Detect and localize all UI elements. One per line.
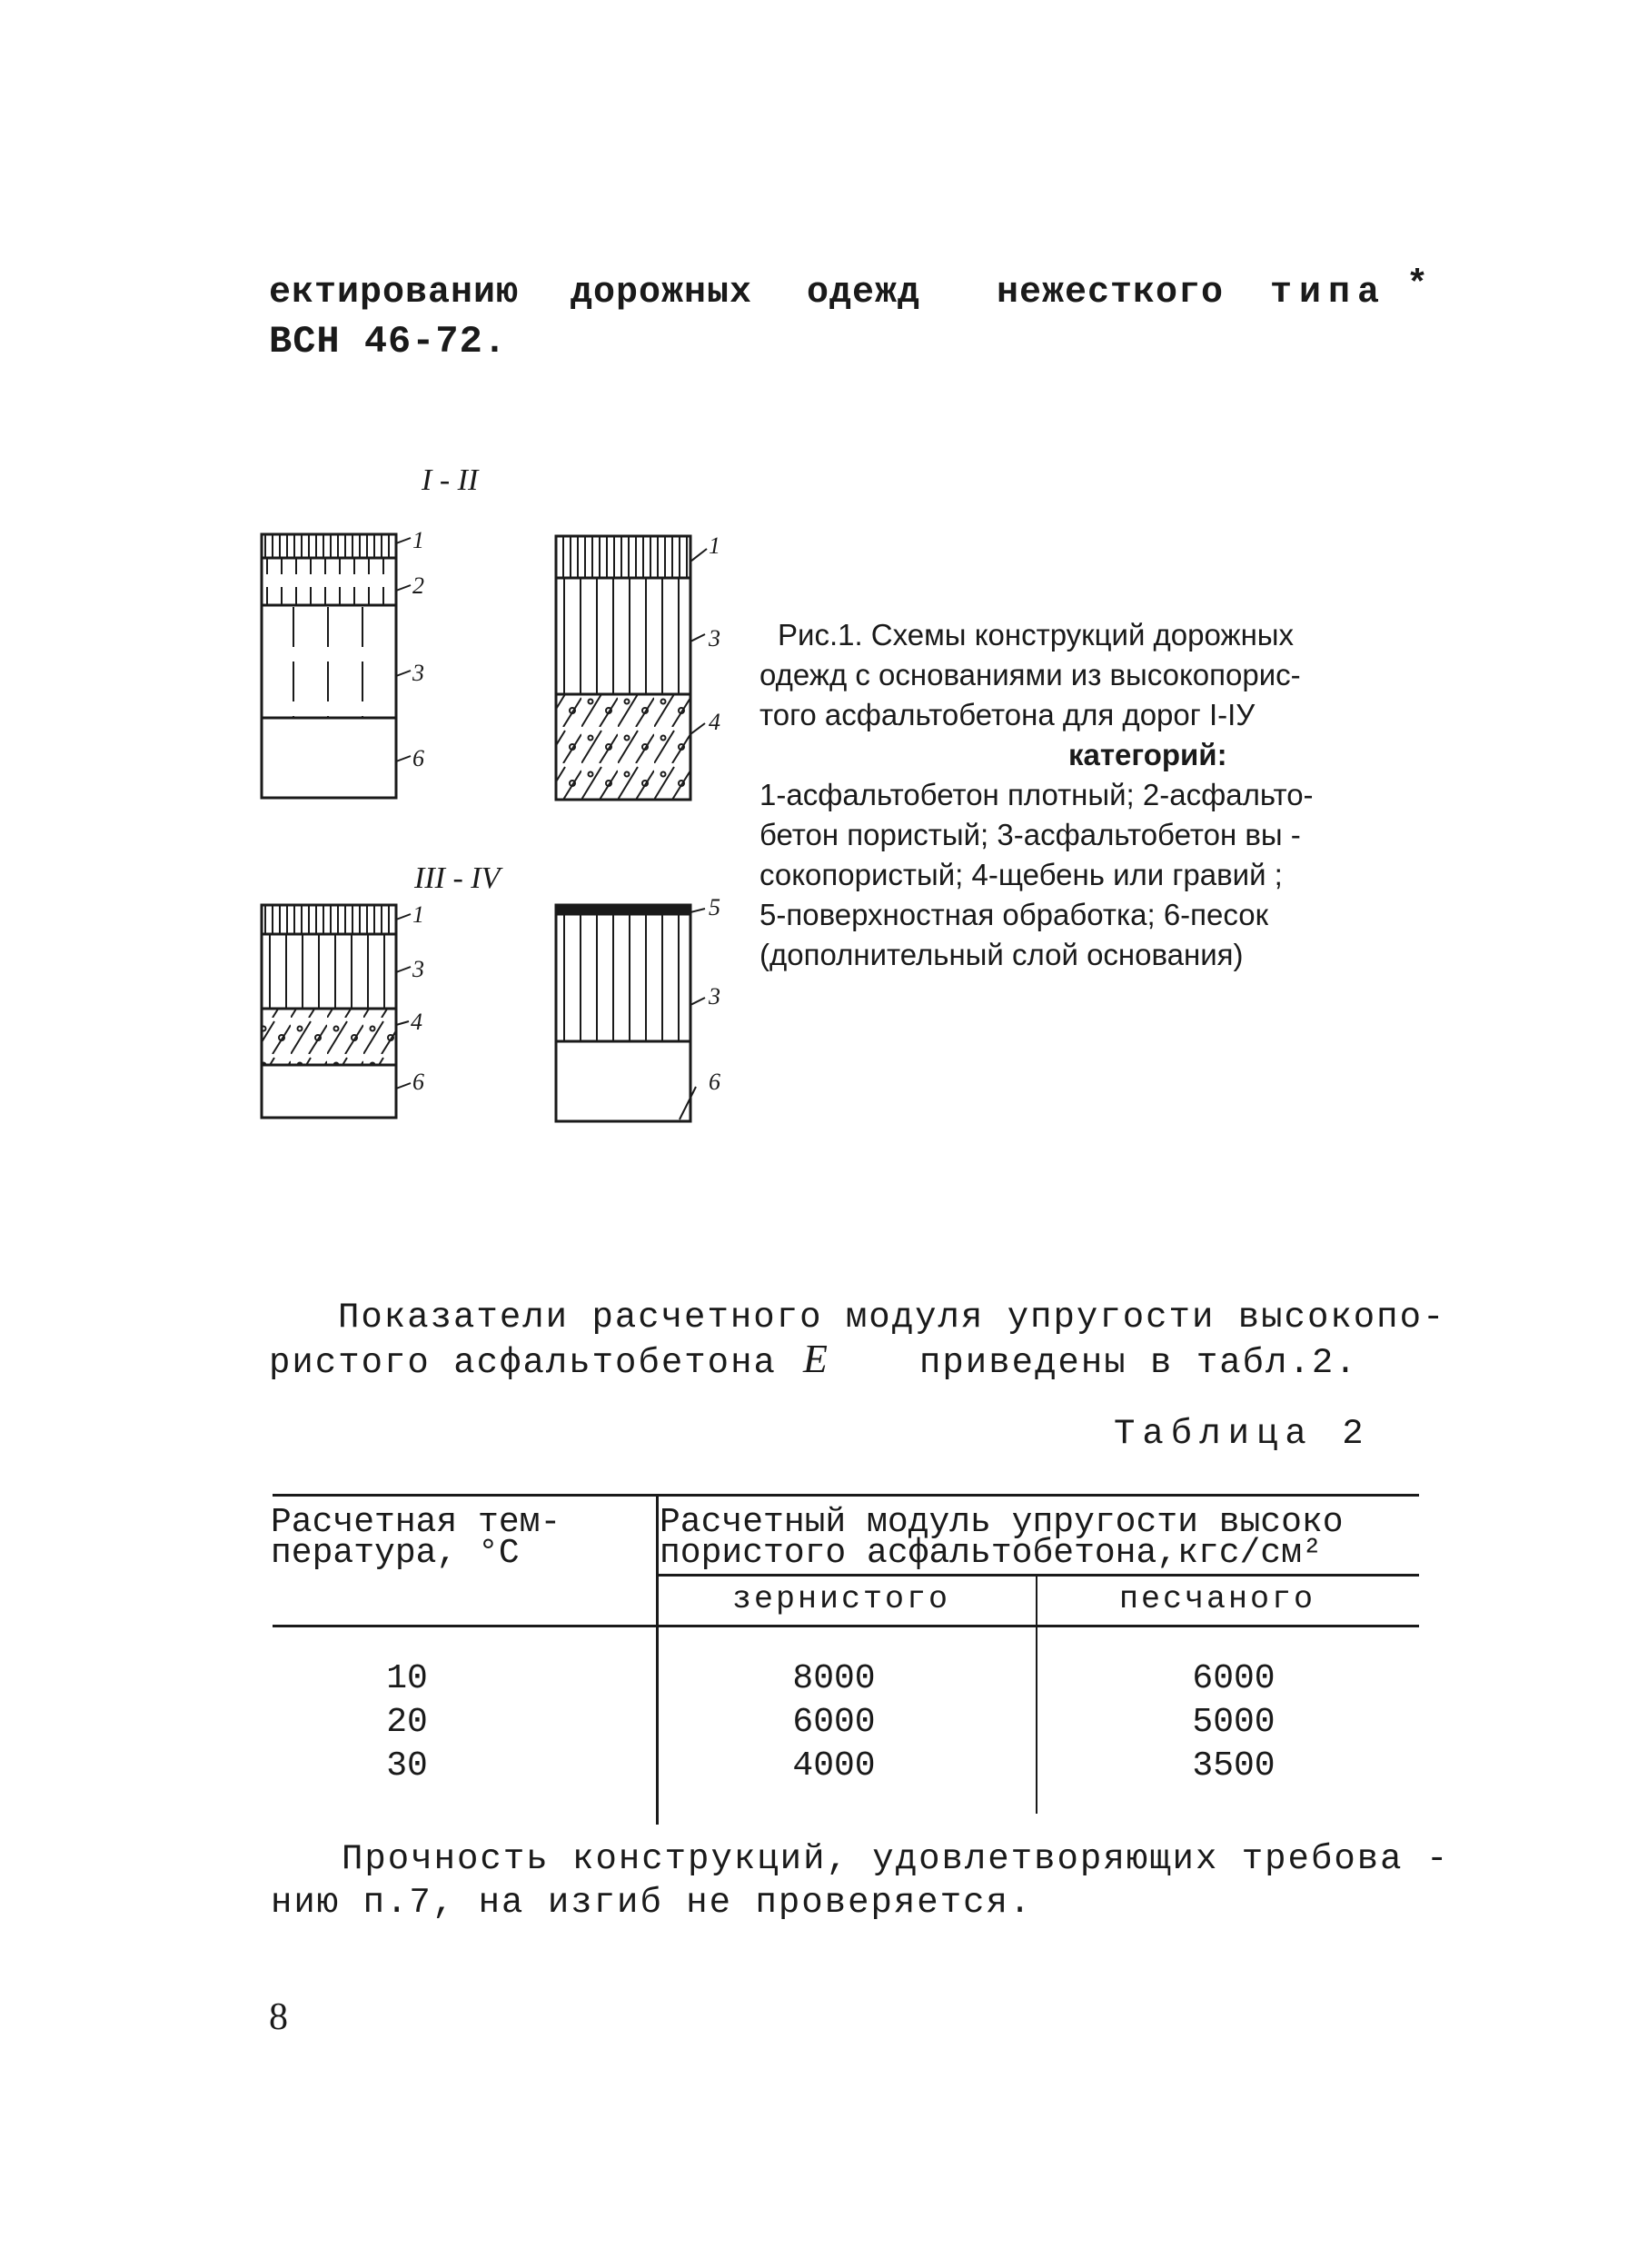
layer-1-dense-asphalt [262,905,396,934]
layer-6-sand [262,1065,396,1118]
layer-label: 6 [412,745,424,771]
figure-caption-line: 1-асфальтобетон плотный; 2-асфальто- [759,778,1314,811]
figure-caption-line: одежд с основаниями из высокопорис- [759,658,1301,691]
figure-caption-line: (дополнительный слой основания) [759,938,1244,971]
table-cell-grain: 4000 [792,1746,876,1786]
table-cell-grain: 8000 [792,1659,876,1698]
table-col1-header-line-2: пература, °С [271,1534,520,1573]
paragraph-1-line-2-end: приведены в табл.2. [919,1343,1358,1383]
figure-caption-line: бетон пористый; 3-асфальтобетон вы - [759,818,1301,851]
layer-label: 3 [709,983,720,1010]
table-header-bottom-rule [273,1625,1419,1627]
table-title: Таблица 2 [1114,1414,1371,1454]
paragraph-2-line-2: нию п.7, на изгиб не проверяется. [271,1883,1033,1923]
layer-label: 4 [411,1009,422,1035]
figure-caption-line: Рис.1. Схемы конструкций дорожных [778,618,1295,652]
layer-label: 1 [412,527,424,553]
layer-label: 6 [709,1069,720,1095]
layer-label: 3 [709,625,720,652]
layer-2-porous-asphalt [262,558,396,605]
layer-label: 1 [709,532,720,559]
header-word-1: ектированию [269,273,520,313]
table-col1-header-line-1: Расчетная тем- [271,1503,561,1542]
layer-3-high-porous-asphalt [556,578,690,694]
layer-label: 1 [412,901,424,928]
layer-label: 6 [412,1069,424,1095]
table-cell-sand: 5000 [1192,1703,1276,1742]
layer-6-sand [262,718,396,798]
layer-label: 4 [709,709,720,735]
header-word-2: дорожных [571,273,753,313]
figure-caption-line: того асфальтобетона для дорог I-IУ [759,698,1256,731]
table-col2-header-line-1: Расчетный модуль упругости высоко [660,1503,1344,1542]
layer-3-high-porous-asphalt [262,605,396,718]
header-standard-code: ВСН 46-72. [269,320,508,363]
table-cell-temp: 30 [386,1746,428,1786]
layer-1-dense-asphalt [262,534,396,558]
layer-1-dense-asphalt [556,536,690,578]
paragraph-1-line-1: Показатели расчетного модуля упругости высокопо- [338,1298,1446,1338]
diagram-bottom-right [556,905,705,1121]
layer-4-crushed-stone [262,1009,396,1065]
table-cell-temp: 20 [386,1703,428,1742]
layer-label: 5 [709,894,720,920]
page-number: 8 [269,1996,288,2038]
diagram-bottom-left [262,905,411,1118]
paragraph-1-line-2-start: ристого асфальтобетона [269,1343,777,1383]
table-subheader-grain: зернистого [732,1581,951,1617]
table-cell-sand: 6000 [1192,1659,1276,1698]
table-cell-grain: 6000 [792,1703,876,1742]
table-subcol-divider [1036,1574,1037,1814]
table-subheader-rule [656,1574,1419,1577]
figure-caption-line: категорий: [1068,738,1227,771]
header-word-5: типа [1270,273,1387,313]
table-cell-sand: 3500 [1192,1746,1276,1786]
header-word-3: одежд [807,273,921,313]
table-top-rule [273,1494,1419,1497]
figure-group-label-bottom: III - IV [414,861,501,895]
modulus-symbol: E [803,1337,828,1381]
diagram-top-left [262,534,411,798]
layer-3-high-porous-asphalt [262,934,396,1009]
table-col-divider [656,1494,659,1825]
layer-6-sand [556,1041,690,1121]
layer-label: 2 [412,572,424,599]
diagram-top-right [556,536,707,800]
table-col2-header-line-2: пористого асфальтобетона,кгс/см² [660,1534,1323,1573]
figure-caption-line: сокопористый; 4-щебень или гравий ; [759,858,1283,891]
layer-label: 3 [412,956,424,982]
table-cell-temp: 10 [386,1659,428,1698]
layer-4-crushed-stone [556,694,690,800]
paragraph-2-line-1: Прочность конструкций, удовлетворяющих требова - [342,1839,1450,1879]
figure-caption-line: 5-поверхностная обработка; 6-песок [759,898,1269,931]
header-mark: * [1406,265,1430,306]
layer-label: 3 [412,660,424,686]
header-word-4: нежесткого [997,273,1225,313]
layer-3-high-porous-asphalt [556,914,690,1041]
figure-group-label-top: I - II [422,463,479,497]
table-subheader-sand: песчаного [1119,1581,1316,1617]
